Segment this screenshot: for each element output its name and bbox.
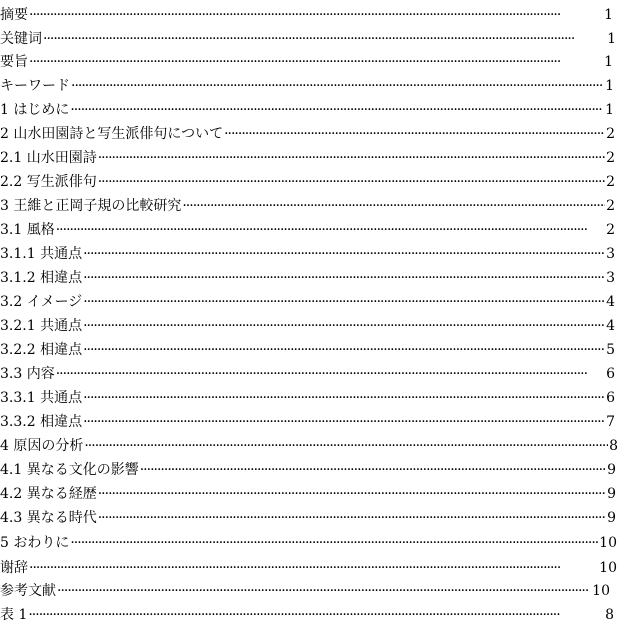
toc-entry[interactable] (0, 219, 615, 241)
toc-entry[interactable] (0, 339, 615, 361)
dot-leader (182, 195, 605, 217)
toc-entry[interactable] (0, 195, 615, 217)
toc-entry-title: 3 王維と正岡子規の比較研究 (0, 198, 182, 214)
toc-entry-title: 关键词 (0, 31, 42, 47)
toc-entry-page: 3 (606, 246, 615, 262)
toc-entry-title: 3.2.1 共通点 (0, 318, 83, 334)
toc-entry[interactable] (0, 123, 615, 145)
toc-entry-title: 3.3.2 相違点 (0, 414, 83, 430)
toc-entry-page: 1 (604, 54, 613, 70)
dot-leader (83, 291, 605, 313)
toc-entry[interactable] (0, 580, 610, 602)
toc-entry-page: 8 (609, 438, 618, 454)
dot-leader (140, 459, 606, 481)
toc-entry-title: 3.2 イメージ (0, 294, 83, 310)
dot-leader (43, 28, 606, 50)
toc-entry-title: 3.1.2 相違点 (0, 270, 83, 286)
toc-entry[interactable] (0, 507, 616, 529)
toc-entry-page: 10 (599, 535, 617, 551)
toc-entry-title: 摘要 (0, 7, 28, 23)
dot-leader (83, 411, 605, 433)
toc-entry-page: 1 (604, 7, 613, 23)
toc-entry[interactable] (0, 387, 615, 409)
toc-entry-page: 1 (605, 102, 614, 118)
dot-leader (29, 557, 598, 579)
toc-entry[interactable] (0, 243, 615, 265)
toc-entry[interactable] (0, 171, 615, 193)
toc-entry-title: 4.3 異なる時代 (0, 510, 97, 526)
dot-leader (56, 219, 605, 241)
dot-leader (57, 580, 591, 602)
toc-entry-page: 9 (607, 486, 616, 502)
toc-entry[interactable] (0, 557, 617, 579)
toc-entry[interactable] (0, 99, 614, 121)
toc-entry-page: 4 (606, 318, 615, 334)
dot-leader (70, 99, 604, 121)
toc-entry-page: 9 (607, 510, 616, 526)
toc-entry-page: 2 (606, 126, 615, 142)
dot-leader (98, 483, 606, 505)
dot-leader (28, 604, 604, 626)
dot-leader (83, 267, 605, 289)
toc-entry[interactable] (0, 315, 615, 337)
toc-entry-page: 5 (606, 342, 615, 358)
toc-entry[interactable] (0, 4, 613, 26)
toc-entry-page: 6 (606, 390, 615, 406)
toc-entry-page: 2 (606, 150, 615, 166)
toc-entry-title: 3.3 内容 (0, 366, 55, 382)
toc-entry[interactable] (0, 483, 616, 505)
toc-entry-page: 7 (606, 414, 615, 430)
dot-leader (84, 435, 608, 457)
toc-entry-title: 3.3.1 共通点 (0, 390, 83, 406)
toc-entry[interactable] (0, 51, 613, 73)
toc-entry-page: 9 (607, 462, 616, 478)
dot-leader (98, 507, 606, 529)
toc-entry-title: 2.1 山水田園詩 (0, 150, 97, 166)
dot-leader (70, 532, 598, 554)
toc-entry-title: キーワード (0, 78, 70, 94)
toc-entry-page: 8 (605, 607, 614, 623)
toc-entry-title: 3.1 風格 (0, 222, 55, 238)
toc-entry-page: 2 (606, 198, 615, 214)
toc-entry[interactable] (0, 532, 617, 554)
toc-entry-title: 4 原因の分析 (0, 438, 84, 454)
toc-entry[interactable] (0, 604, 614, 626)
dot-leader (98, 171, 605, 193)
dot-leader (56, 363, 605, 385)
toc-entry[interactable] (0, 267, 615, 289)
toc-entry-page: 3 (606, 270, 615, 286)
toc-entry-page: 1 (605, 78, 614, 94)
toc-entry[interactable] (0, 147, 615, 169)
toc-entry-page: 6 (606, 366, 615, 382)
dot-leader (29, 51, 603, 73)
dot-leader (83, 387, 605, 409)
dot-leader (83, 243, 605, 265)
toc-entry-page: 2 (606, 174, 615, 190)
dot-leader (71, 75, 604, 97)
toc-entry[interactable] (0, 291, 615, 313)
toc-entry[interactable] (0, 75, 614, 97)
toc-entry-title: 要旨 (0, 54, 28, 70)
toc-entry[interactable] (0, 459, 616, 481)
toc-entry[interactable] (0, 435, 618, 457)
toc-entry-title: 2.2 写生派俳句 (0, 174, 97, 190)
toc-entry-title: 5 おわりに (0, 535, 70, 551)
toc-entry-title: 4.1 異なる文化の影響 (0, 462, 139, 478)
toc-entry-title: 3.1.1 共通点 (0, 246, 83, 262)
toc-entry-page: 10 (592, 583, 610, 599)
dot-leader (29, 4, 603, 26)
dot-leader (83, 315, 605, 337)
toc-entry-title: 参考文献 (0, 583, 56, 599)
toc-entry-title: 4.2 異なる経歴 (0, 486, 97, 502)
toc-entry-title: 3.2.2 相違点 (0, 342, 83, 358)
toc-entry-page: 1 (607, 31, 616, 47)
toc-entry[interactable] (0, 411, 615, 433)
toc-entry-page: 2 (606, 222, 615, 238)
dot-leader (83, 339, 605, 361)
toc-entry-title: 表 1 (0, 607, 28, 623)
toc-entry[interactable] (0, 363, 615, 385)
toc-entry-title: 2 山水田園詩と写生派俳句について (0, 126, 224, 142)
dot-leader (98, 147, 605, 169)
dot-leader (224, 123, 605, 145)
toc-entry-title: 谢辞 (0, 560, 28, 576)
toc-entry-page: 4 (606, 294, 615, 310)
toc-entry-page: 10 (599, 560, 617, 576)
toc-entry[interactable] (0, 28, 616, 50)
toc-entry-title: 1 はじめに (0, 102, 70, 118)
